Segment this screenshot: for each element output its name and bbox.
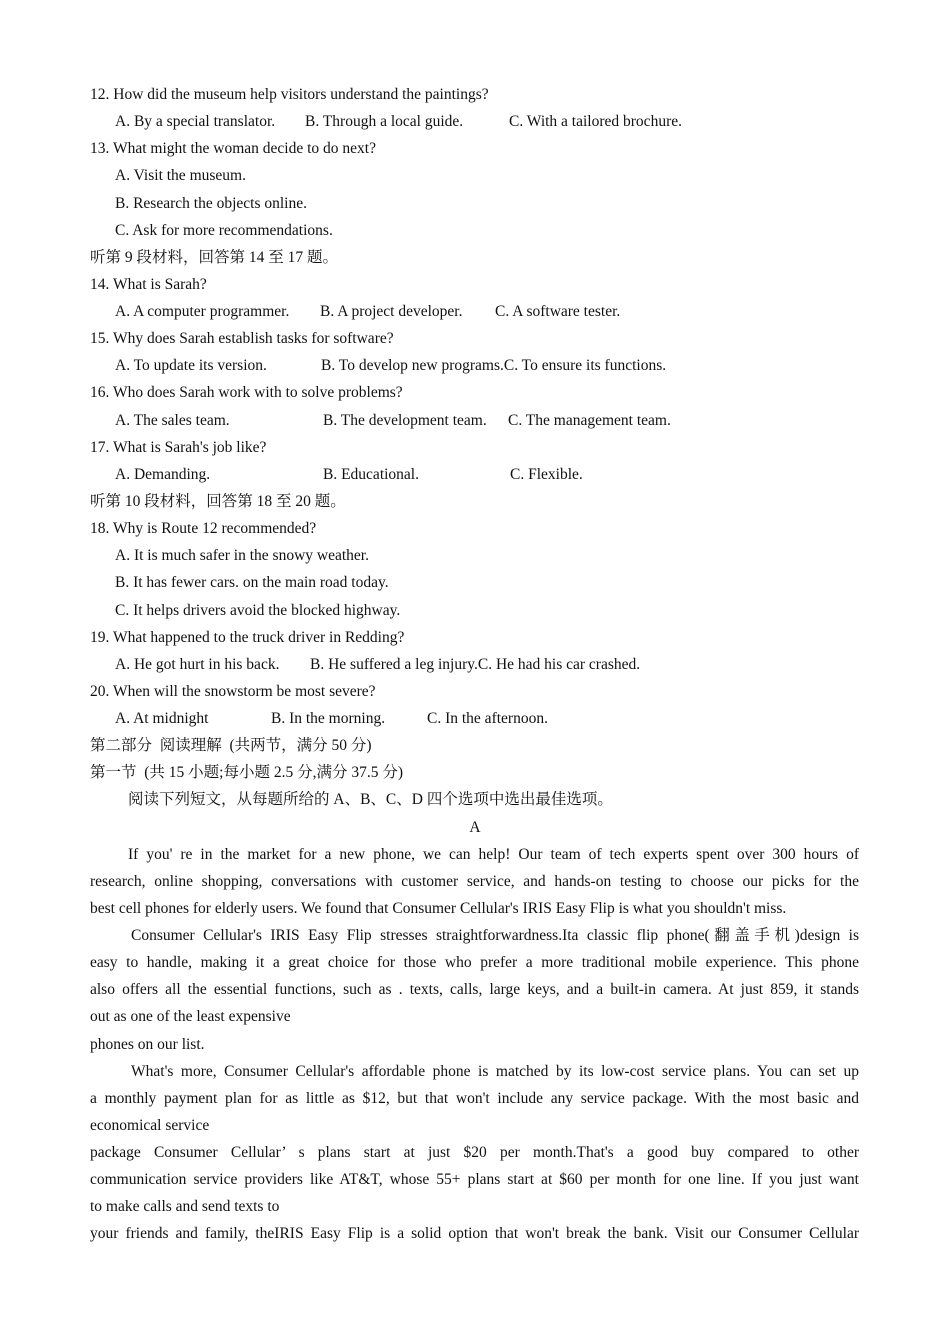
q15-option-bc: B. To develop new programs.C. To ensure its functions. (321, 357, 667, 374)
passage-line: research, online shopping, conversations with customer service, and hands-on testing to choose our picks for the (90, 873, 859, 890)
part-two-title: 第二部分 阅读理解 (共两节，满分 50 分) (90, 737, 372, 754)
q16-option-b: B. The development team. (323, 412, 487, 429)
question-12: 12. How did the museum help visitors understand the paintings? (90, 86, 489, 103)
q19-option-bc: B. He suffered a leg injury.C. He had his car crashed. (310, 656, 641, 673)
question-19: 19. What happened to the truck driver in Redding? (90, 629, 405, 646)
reading-instruction: 阅读下列短文，从每题所给的 A、B、C、D 四个选项中选出最佳选项。 (128, 791, 613, 808)
question-13: 13. What might the woman decide to do next? (90, 140, 376, 157)
q17-option-b: B. Educational. (323, 466, 419, 483)
q12-option-b: B. Through a local guide. (305, 113, 464, 130)
q18-option-b: B. It has fewer cars. on the main road today. (115, 574, 389, 591)
question-16: 16. Who does Sarah work with to solve problems? (90, 384, 403, 401)
question-18: 18. Why is Route 12 recommended? (90, 520, 317, 537)
q13-option-c: C. Ask for more recommendations. (115, 222, 333, 239)
passage-line: package Consumer Cellular’ s plans start at just $20 per month.That's a good buy compared to other (90, 1144, 859, 1161)
q18-option-a: A. It is much safer in the snowy weather. (115, 547, 369, 564)
section-9-instruction: 听第 9 段材料，回答第 14 至 17 题。 (90, 249, 339, 266)
q20-option-c: C. In the afternoon. (427, 710, 548, 727)
passage-line: What's more, Consumer Cellular's affordable phone is matched by its low-cost service plans. You can set up (131, 1063, 859, 1080)
q12-option-a: A. By a special translator. (115, 113, 276, 130)
section-one-title: 第一节 (共 15 小题;每小题 2.5 分,满分 37.5 分) (90, 764, 404, 781)
q19-option-a: A. He got hurt in his back. (115, 656, 280, 673)
passage-line: out as one of the least expensive (90, 1008, 291, 1025)
question-20: 20. When will the snowstorm be most severe? (90, 683, 376, 700)
passage-line: to make calls and send texts to (90, 1198, 280, 1215)
passage-line: phones on our list. (90, 1036, 205, 1053)
passage-line: communication service providers like AT&T, whose 55+ plans start at $60 per month for one line. If you just want (90, 1171, 859, 1188)
passage-line: your friends and family, theIRIS Easy Flip is a solid option that won't break the bank. Visit our Consumer Cellular (90, 1225, 859, 1242)
question-15: 15. Why does Sarah establish tasks for software? (90, 330, 394, 347)
passage-line: economical service (90, 1117, 210, 1134)
passage-label: A (469, 819, 481, 836)
q16-option-a: A. The sales team. (115, 412, 230, 429)
passage-line: also offers all the essential functions, such as . texts, calls, large keys, and a built-in camera. At just 859, it stands (90, 981, 859, 998)
question-17: 17. What is Sarah's job like? (90, 439, 267, 456)
q14-option-c: C. A software tester. (495, 303, 621, 320)
passage-line: a monthly payment plan for as little as $12, but that won't include any service package. With the most basic and (90, 1090, 859, 1107)
passage-line: Consumer Cellular's IRIS Easy Flip stresses straightforwardness.Ita classic flip phone(翻盖手机)design is (131, 927, 859, 944)
passage-line: If you' re in the market for a new phone, we can help! Our team of tech experts spent over 300 hours of (128, 846, 859, 863)
q17-option-a: A. Demanding. (115, 466, 211, 483)
q13-option-b: B. Research the objects online. (115, 195, 307, 212)
q20-option-a: A. At midnight (115, 710, 209, 727)
q20-option-b: B. In the morning. (271, 710, 386, 727)
passage-line: best cell phones for elderly users. We found that Consumer Cellular's IRIS Easy Flip is what you shouldn't miss. (90, 900, 787, 917)
q18-option-c: C. It helps drivers avoid the blocked highway. (115, 602, 401, 619)
q16-option-c: C. The management team. (508, 412, 671, 429)
q13-option-a: A. Visit the museum. (115, 167, 246, 184)
passage-line: easy to handle, making it a great choice for those who prefer a more traditional mobile experience. This phone (90, 954, 859, 971)
q14-option-a: A. A computer programmer. (115, 303, 290, 320)
q12-option-c: C. With a tailored brochure. (509, 113, 682, 130)
q14-option-b: B. A project developer. (320, 303, 463, 320)
section-10-instruction: 听第 10 段材料，回答第 18 至 20 题。 (90, 493, 346, 510)
q15-option-a: A. To update its version. (115, 357, 267, 374)
q17-option-c: C. Flexible. (510, 466, 583, 483)
question-14: 14. What is Sarah? (90, 276, 207, 293)
